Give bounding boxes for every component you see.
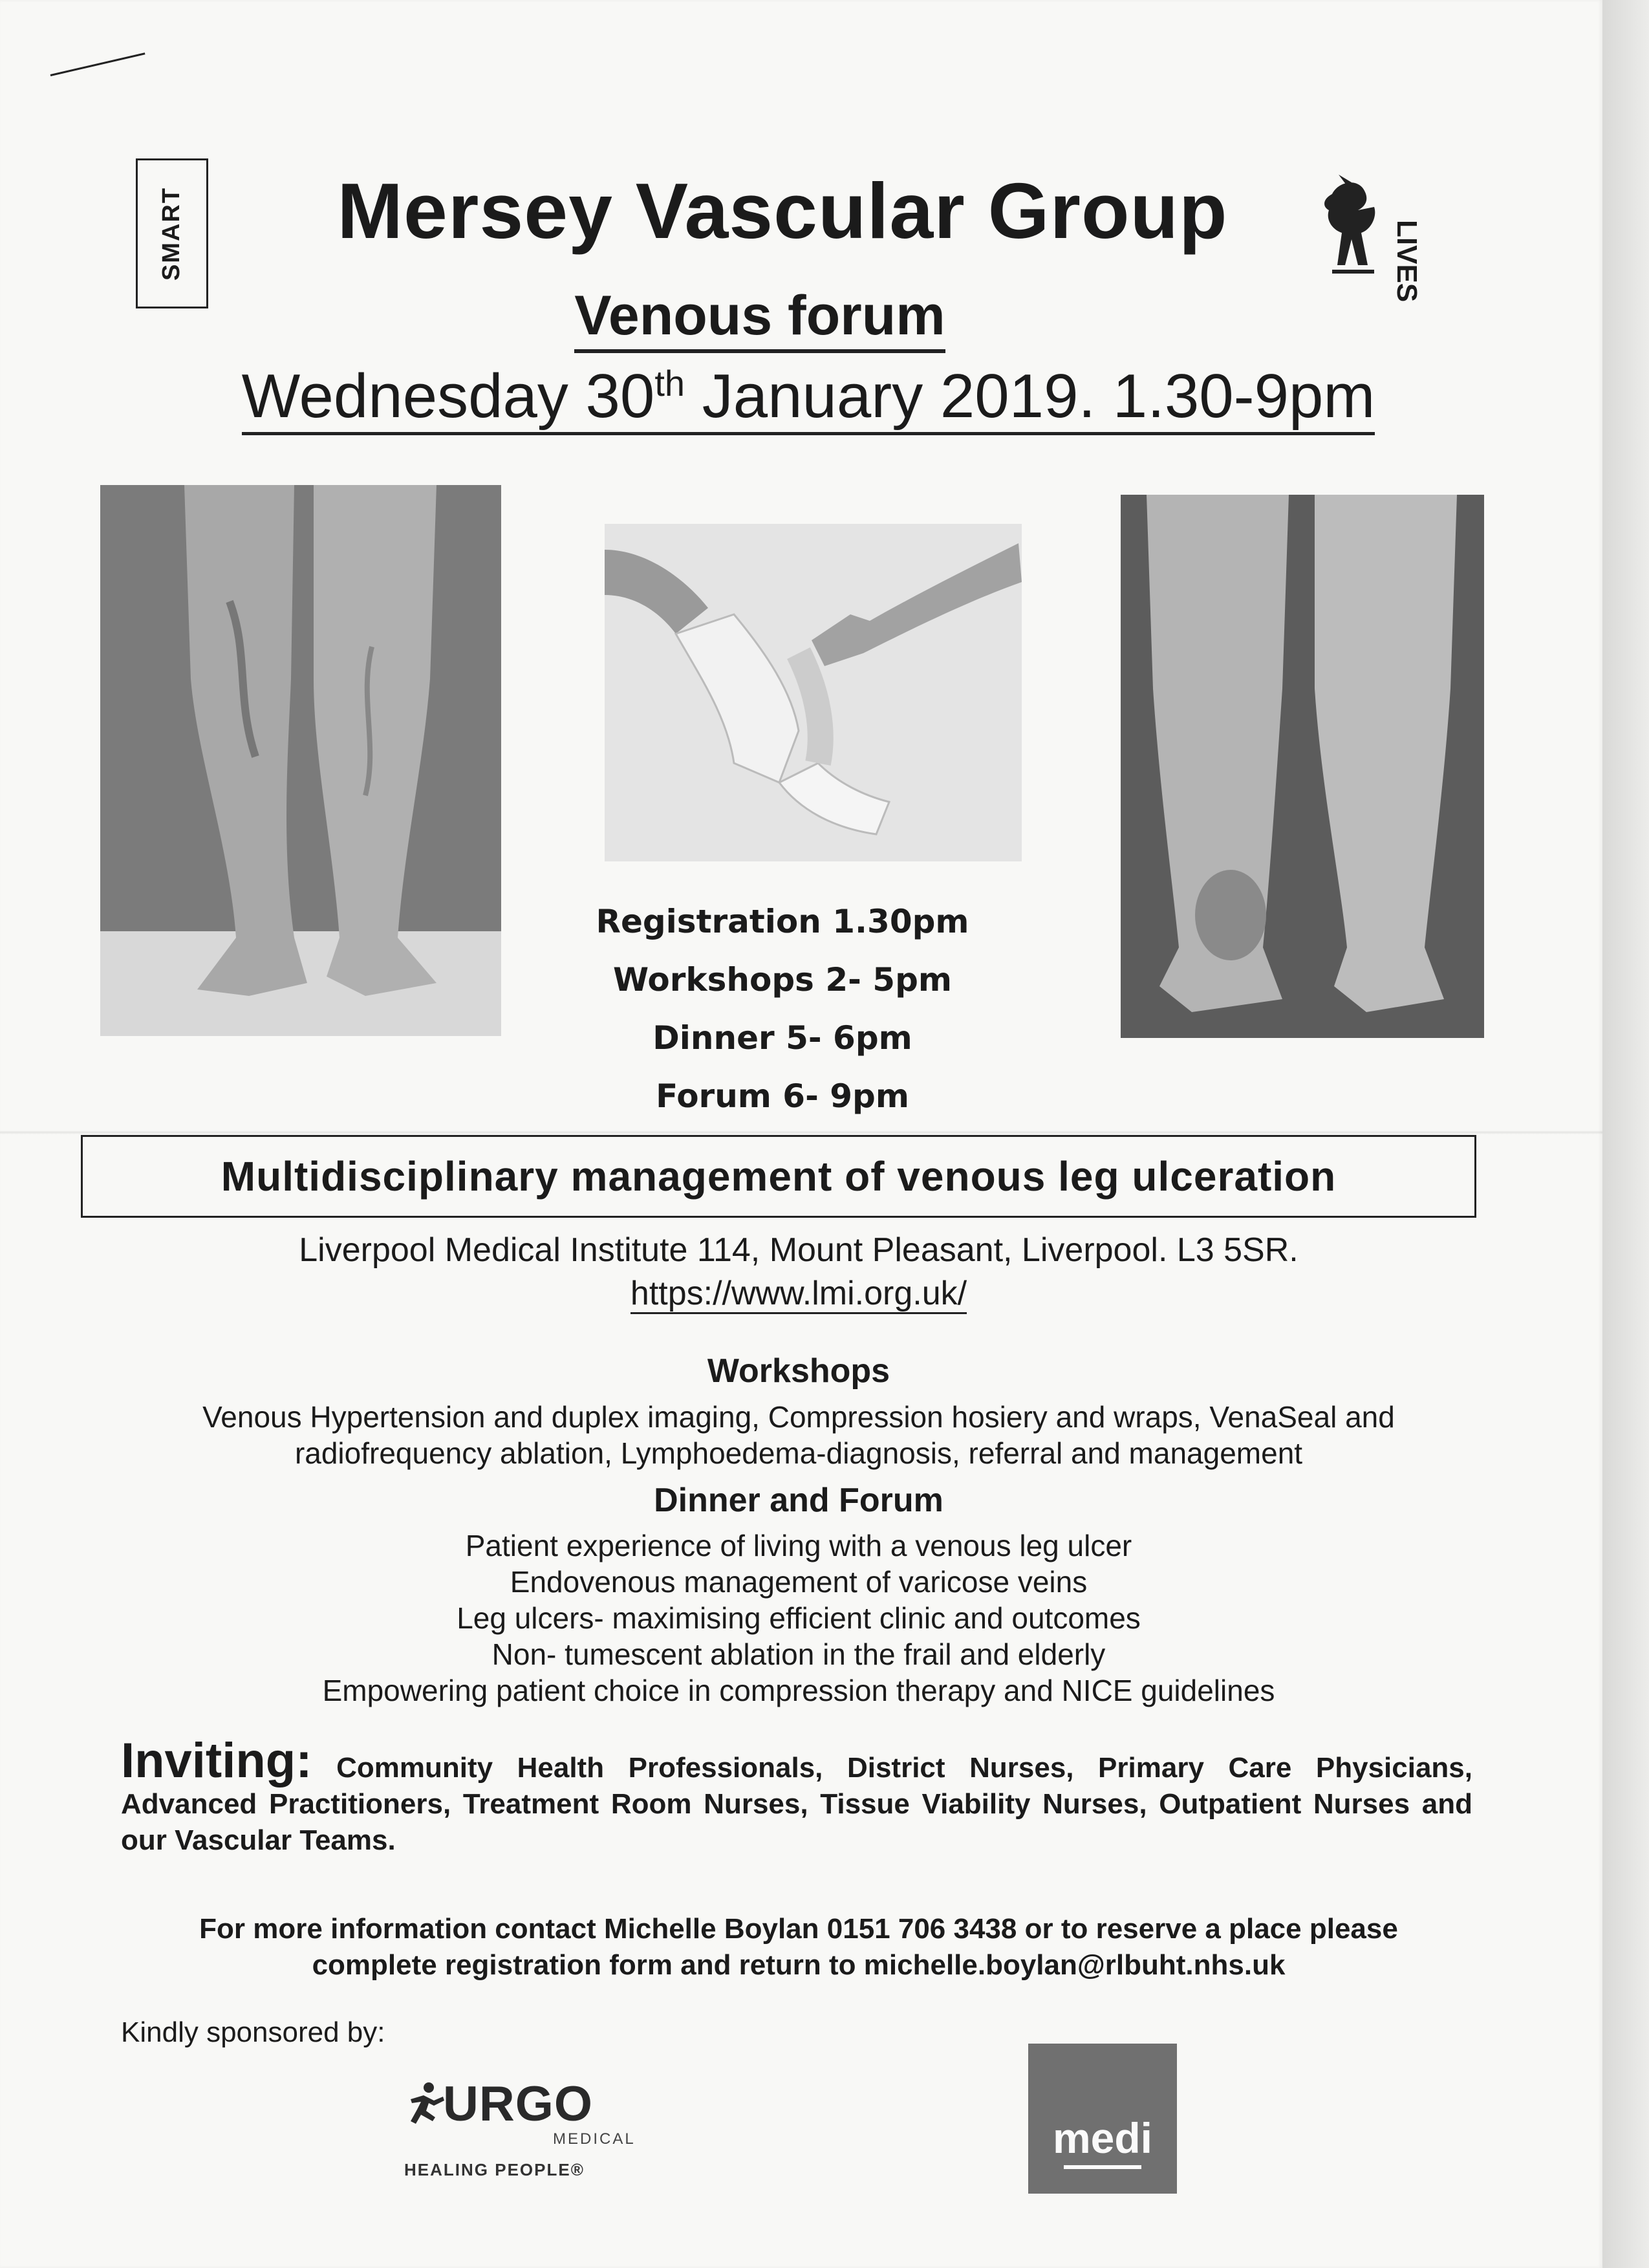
photo-leg-ulcer: [1121, 495, 1484, 1038]
page-edge: [1602, 0, 1649, 2268]
inviting-label: Inviting:: [121, 1733, 312, 1788]
schedule-item: Forum 6- 9pm: [656, 1077, 909, 1115]
workshops-description: Venous Hypertension and duplex imaging, Compression hosiery and wraps, VenaSeal and radiofrequency ablation, Lymphoedema-diagnosis, referral and management: [202, 1400, 1395, 1470]
list-item: Patient experience of living with a venous leg ulcer: [465, 1529, 1132, 1562]
schedule-item: Dinner 5- 6pm: [652, 1019, 912, 1057]
list-item: Empowering patient choice in compression therapy and NICE guidelines: [322, 1674, 1275, 1707]
runner-icon: [404, 2081, 446, 2126]
contact-info: For more information contact Michelle Boylan 0151 706 3438 or to reserve a place please complete registration form and return to michelle.boylan@rlbuht.nhs.uk: [199, 1913, 1398, 1981]
photo-varicose-legs: [100, 485, 501, 1036]
medi-logo: medi: [1028, 2044, 1177, 2194]
inviting-text: Community Health Professionals, District Nurses, Primary Care Physicians, Advanced Practitioners, Treatment Room Nurses, Tissue Viability Nurses, Outpatient Nurses and our Vascular Teams.: [121, 1752, 1472, 1856]
sponsor-label: Kindly sponsored by:: [121, 2016, 385, 2048]
list-item: Endovenous management of varicose veins: [510, 1565, 1088, 1599]
schedule-list: [569, 892, 996, 1125]
page-fold: [0, 1130, 1602, 1134]
dinner-forum-list: [129, 1528, 1468, 1709]
workshops-title: Workshops: [707, 1352, 890, 1390]
schedule-item: Registration 1.30pm: [596, 903, 969, 940]
main-heading: Multidisciplinary management of venous leg ulceration: [81, 1135, 1476, 1218]
venue-address: Liverpool Medical Institute 114, Mount Pleasant, Liverpool. L3 5SR.: [299, 1231, 1299, 1269]
photo-compression-bandage: [605, 524, 1022, 861]
urgo-logo: URGO MEDICAL HEALING PEOPLE®: [404, 2077, 636, 2179]
inviting-paragraph: [121, 1733, 1472, 1859]
smart-badge: SMART: [136, 158, 208, 308]
subtitle: Venous forum: [323, 288, 1196, 343]
schedule-item: Workshops 2- 5pm: [613, 961, 952, 999]
lives-logo: LIVES: [1313, 165, 1436, 294]
venue-url[interactable]: https://www.lmi.org.uk/: [129, 1274, 1468, 1313]
list-item: Leg ulcers- maximising efficient clinic and outcomes: [457, 1601, 1141, 1635]
list-item: Non- tumescent ablation in the frail and elderly: [491, 1637, 1106, 1671]
page-title: Mersey Vascular Group: [337, 167, 1228, 255]
event-date: Wednesday 30th January 2019. 1.30-9pm: [162, 362, 1455, 431]
medi-underline: [1064, 2165, 1141, 2169]
liver-bird-icon: [1313, 168, 1390, 291]
dinner-forum-title: Dinner and Forum: [654, 1482, 943, 1519]
